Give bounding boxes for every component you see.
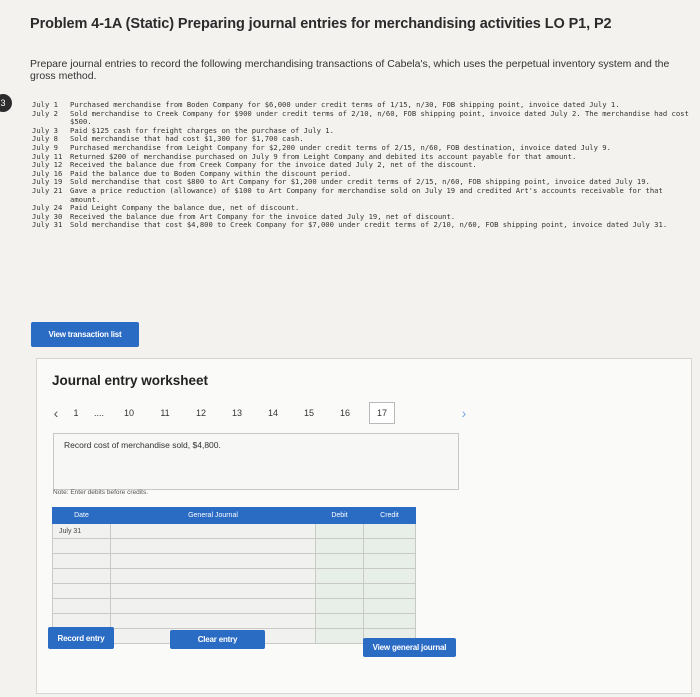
worksheet-title: Journal entry worksheet	[52, 373, 209, 388]
transaction-date: July 30	[32, 211, 63, 221]
pager-page-12[interactable]: 12	[195, 408, 206, 418]
journal-table	[52, 507, 416, 644]
transaction-date: July 12	[32, 160, 63, 170]
transaction-date: July 3	[32, 125, 58, 135]
pager-page-16[interactable]: 16	[339, 408, 350, 418]
transaction-text: Returned $200 of merchandise purchased on July 9 from Leight Company and debited its account payable for that amount.	[70, 151, 577, 161]
debit-cell[interactable]	[316, 584, 364, 599]
entry-pager	[47, 399, 477, 427]
debit-column-header: Debit	[316, 508, 364, 524]
date-cell[interactable]	[53, 599, 111, 614]
transaction-text: Paid the balance due to Boden Company within the discount period.	[70, 168, 352, 178]
entry-note: Note: Enter debits before credits.	[53, 489, 149, 496]
transaction-item	[32, 110, 692, 127]
credit-cell[interactable]	[364, 554, 416, 569]
account-cell[interactable]	[111, 584, 316, 599]
pager-page-14[interactable]: 14	[267, 408, 278, 418]
debit-cell[interactable]	[316, 569, 364, 584]
transaction-text: Purchased merchandise from Leight Company for $2,200 under credit terms of 2/15, n/60, FOB destination, invoice dated July 9.	[70, 142, 611, 152]
credit-cell[interactable]	[364, 584, 416, 599]
transaction-text: Sold merchandise to Creek Company for $900 under credit terms of 2/10, n/60, FOB shipping point, invoice dated July 2. The merchandise had cost $500.	[70, 108, 689, 127]
account-cell[interactable]	[111, 599, 316, 614]
transaction-item	[32, 187, 692, 204]
entry-description: Record cost of merchandise sold, $4,800.	[64, 440, 221, 450]
journal-row	[53, 524, 416, 539]
pager-ellipsis: ....	[93, 408, 104, 418]
date-cell[interactable]	[53, 539, 111, 554]
account-cell[interactable]	[111, 554, 316, 569]
transaction-text: Received the balance due from Creek Company for the invoice dated July 2, net of the discount.	[70, 160, 477, 170]
credit-cell[interactable]	[364, 524, 416, 539]
transaction-text: Paid Leight Company the balance due, net of discount.	[70, 203, 300, 213]
pager-page-17-active[interactable]: 17	[369, 402, 395, 424]
record-entry-button[interactable]: Record entry	[48, 627, 114, 649]
date-cell[interactable]	[53, 569, 111, 584]
credit-cell[interactable]	[364, 569, 416, 584]
clear-entry-button[interactable]: Clear entry	[170, 630, 265, 649]
pager-page-15[interactable]: 15	[303, 408, 314, 418]
credit-cell[interactable]	[364, 539, 416, 554]
date-cell[interactable]	[53, 554, 111, 569]
date-cell[interactable]: July 31	[53, 524, 111, 539]
transaction-date: July 24	[32, 203, 63, 213]
pager-page-13[interactable]: 13	[231, 408, 242, 418]
transaction-text: Purchased merchandise from Boden Company for $6,000 under credit terms of 1/15, n/30, FOB shipping point, invoice dated July 1.	[70, 100, 620, 109]
account-cell[interactable]	[111, 524, 316, 539]
transaction-date: July 1	[32, 100, 58, 109]
problem-title: Problem 4-1A (Static) Preparing journal entries for merchandising activities LO P1, P2	[30, 16, 612, 32]
pager-page-11[interactable]: 11	[160, 408, 170, 418]
date-column-header: Date	[53, 508, 111, 524]
credit-column-header: Credit	[364, 508, 416, 524]
journal-header-row	[53, 508, 416, 524]
question-number-badge: 3	[0, 94, 12, 112]
problem-intro: Prepare journal entries to record the following merchandising transactions of Cabela's, which uses the perpetual inventory system and the gross method.	[30, 58, 670, 82]
transaction-list	[32, 101, 692, 230]
journal-row	[53, 584, 416, 599]
transaction-text: Gave a price reduction (allowance) of $100 to Art Company for merchandise sold on July 19 and credited Art's accounts receivable for that amount.	[70, 185, 663, 204]
transaction-date: July 19	[32, 177, 63, 187]
pager-page-10[interactable]: 10	[123, 408, 134, 418]
debit-cell[interactable]	[316, 599, 364, 614]
account-cell[interactable]	[111, 539, 316, 554]
debit-cell[interactable]	[316, 524, 364, 539]
transaction-date: July 2	[32, 108, 58, 118]
transaction-text: Sold merchandise that cost $4,800 to Creek Company for $7,000 under credit terms of 2/10, n/60, FOB shipping point, invoice dated July 31.	[70, 220, 668, 230]
debit-cell[interactable]	[316, 629, 364, 644]
transaction-date: July 9	[32, 142, 58, 152]
credit-cell[interactable]	[364, 599, 416, 614]
chevron-right-icon[interactable]: ›	[461, 405, 467, 421]
transaction-item	[32, 221, 692, 230]
view-general-journal-button[interactable]: View general journal	[363, 638, 456, 657]
debit-cell[interactable]	[316, 614, 364, 629]
date-cell[interactable]	[53, 584, 111, 599]
transaction-date: July 21	[32, 185, 63, 195]
view-transaction-list-button[interactable]: View transaction list	[31, 322, 139, 347]
account-column-header: General Journal	[111, 508, 316, 524]
transaction-text: Received the balance due from Art Company for the invoice dated July 19, net of discount.	[70, 211, 456, 221]
debit-cell[interactable]	[316, 554, 364, 569]
entry-description-box	[53, 433, 459, 490]
journal-row	[53, 539, 416, 554]
transaction-date: July 16	[32, 168, 63, 178]
transaction-text: Paid $125 cash for freight charges on the purchase of July 1.	[70, 125, 334, 135]
credit-cell[interactable]	[364, 614, 416, 629]
journal-row	[53, 599, 416, 614]
account-cell[interactable]	[111, 569, 316, 584]
transaction-text: Sold merchandise that cost $800 to Art Company for $1,200 under credit terms of 2/15, n/60, FOB shipping point, invoice dated July 19.	[70, 177, 650, 187]
journal-row	[53, 569, 416, 584]
transaction-date: July 11	[32, 151, 63, 161]
pager-page-1[interactable]: 1	[73, 408, 79, 418]
transaction-date: July 31	[32, 220, 63, 230]
journal-row	[53, 554, 416, 569]
transaction-text: Sold merchandise that had cost $1,300 for $1,700 cash.	[70, 134, 304, 144]
debit-cell[interactable]	[316, 539, 364, 554]
account-cell[interactable]	[111, 614, 316, 629]
transaction-date: July 8	[32, 134, 58, 144]
chevron-left-icon[interactable]: ‹	[53, 405, 59, 421]
